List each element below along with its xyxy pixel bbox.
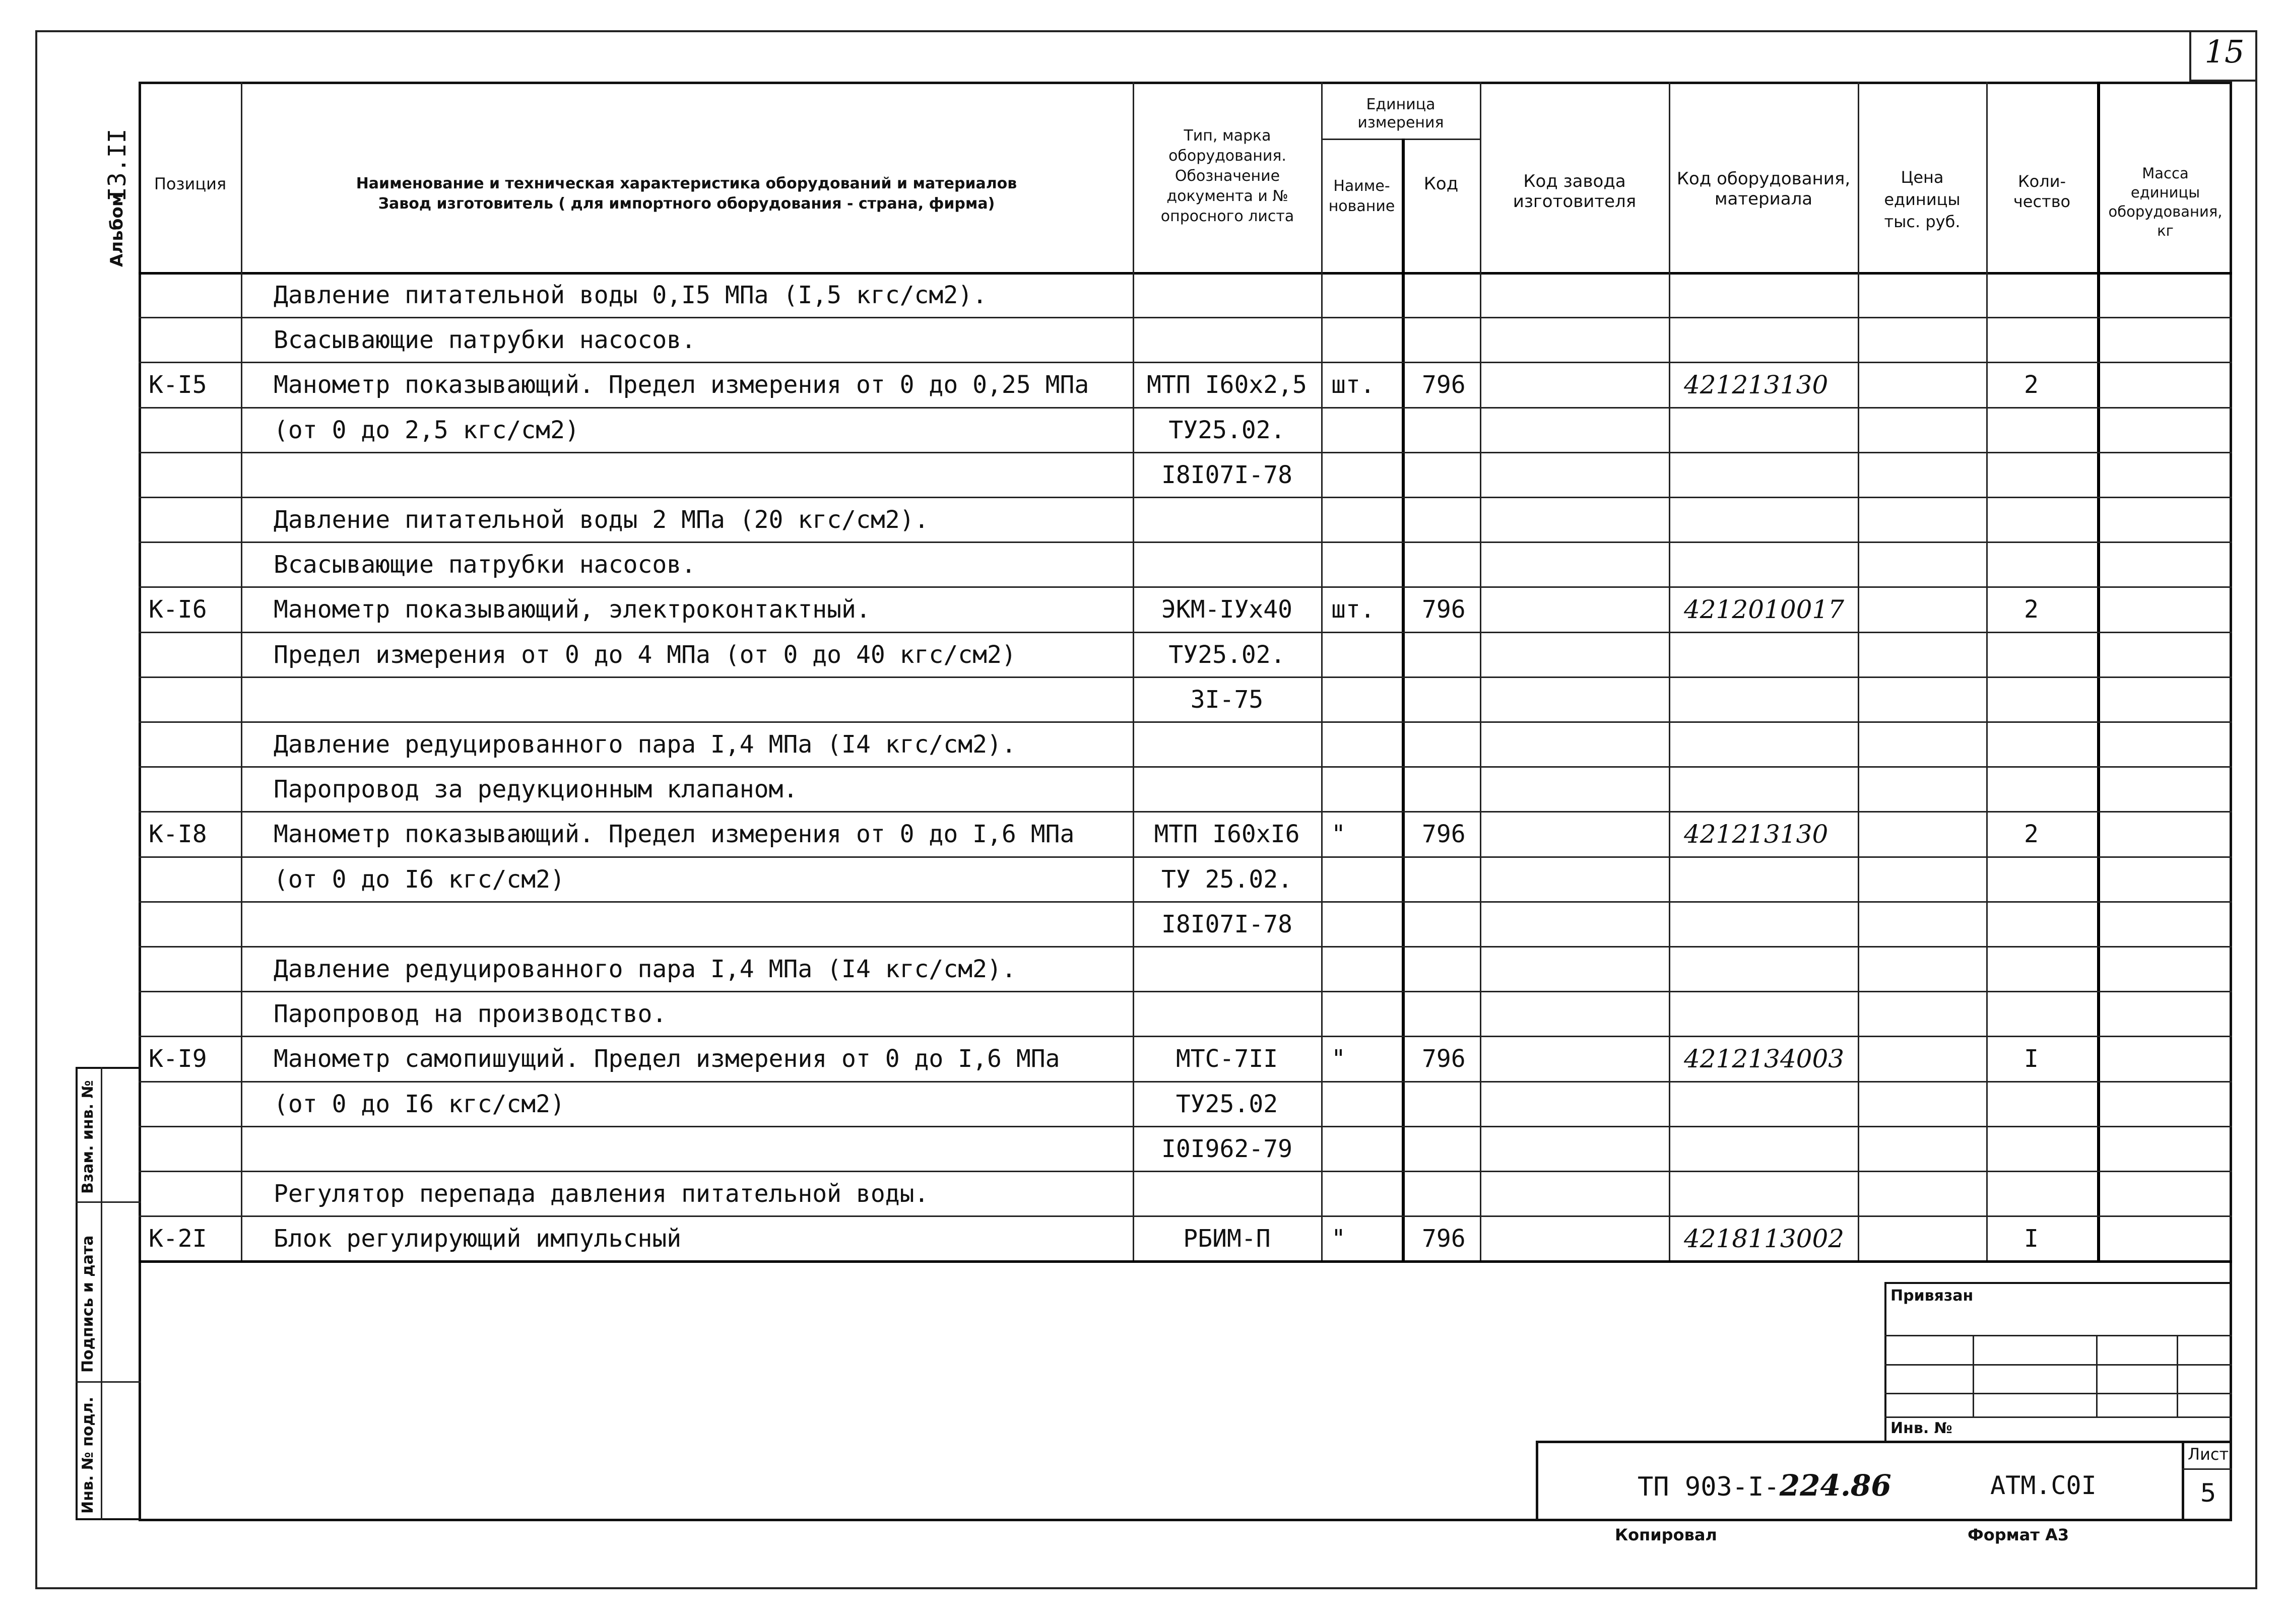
row-unit: шт. [1331,595,1375,624]
row-name: Всасывающие патрубки насосов. [274,551,696,579]
row-equipment-code: 4212134003 [1684,1044,1845,1074]
row-position: К-I5 [149,371,207,399]
row-line [139,497,2232,498]
row-name: (от 0 до I6 кгс/см2) [274,865,565,894]
row-type: ЭКМ-IУx40 [1161,595,1293,624]
document-prefix: ТП 903-I- [1638,1472,1780,1502]
inv-no-label: Инв. № [1890,1419,1952,1437]
row-unit-code: 796 [1422,371,1466,399]
row-name: Блок регулирующий импульсный [274,1225,682,1253]
side-stamp-podpis: Подпись и дата [79,1235,97,1373]
title-block-line [1884,1335,2232,1336]
header-quantity [1988,171,2096,212]
column-line [1480,82,1481,1260]
side-stamp-sep [76,1381,141,1383]
row-line [139,856,2232,858]
row-unit: шт. [1331,371,1375,399]
album-number: I3.II [103,128,132,201]
header-position: Позиция [154,174,227,193]
header-price-line: Цена [1901,168,1944,187]
row-line [139,632,2232,633]
row-name: Регулятор перепада давления питательной воды. [274,1180,929,1208]
document-number [1638,1468,1891,1503]
album-label: Альбом [107,192,127,267]
row-unit: " [1331,1225,1346,1253]
row-type: МТП I60xI6 [1154,820,1300,849]
header-quantity-line2: чество [2013,192,2071,211]
header-equipment-code-line1: Код оборудования, [1676,169,1851,189]
row-name: Манометр показывающий, электроконтактный. [274,595,871,624]
row-line [139,676,2232,678]
row-line [139,407,2232,409]
header-type [1134,126,1321,227]
side-stamp-vzam: Взам. инв. № [79,1080,97,1194]
format-label: Формат А3 [1968,1525,2069,1544]
title-block-col [2096,1335,2098,1416]
row-unit: " [1331,820,1346,849]
row-equipment-code: 4218113002 [1684,1224,1845,1254]
header-name-line2: Завод изготовитель ( для импортного оборудования - страна, фирма) [378,195,995,213]
header-equipment-code [1670,169,1857,209]
header-bottom-line [139,272,2232,275]
row-equipment-code: 421213130 [1684,820,1829,849]
title-block-line [1884,1364,2232,1366]
row-type: РБИМ-П [1183,1225,1271,1253]
column-line [2097,82,2100,1260]
side-stamp-divider [101,1067,102,1520]
column-line [1402,139,1405,1260]
document-code: АТМ.С0I [1990,1471,2097,1500]
privyazan-label: Привязан [1890,1287,1974,1305]
row-line [139,766,2232,768]
row-line [139,1036,2232,1037]
header-unit-name-line2: нование [1328,197,1395,215]
row-line [139,811,2232,813]
row-name: Предел измерения от 0 до 4 МПа (от 0 до 40 кгс/см2) [274,640,1016,669]
header-unit-group [1323,96,1479,132]
header-unit-name-line1: Наиме- [1333,177,1390,195]
header-mass-line: кг [2157,222,2174,239]
row-line [139,452,2232,453]
row-name: Манометр показывающий. Предел измерения от 0 до 0,25 МПа [274,371,1089,399]
row-position: К-I8 [149,820,207,849]
column-line [1986,82,1988,1260]
title-block-col [2177,1335,2178,1416]
row-name: (от 0 до I6 кгс/см2) [274,1090,565,1118]
row-line [139,542,2232,543]
row-type: ТУ 25.02. [1161,865,1293,894]
row-unit-code: 796 [1422,1045,1466,1073]
row-line [139,1126,2232,1127]
row-equipment-code: 421213130 [1684,370,1829,400]
row-name: Манометр самопишущий. Предел измерения от 0 до I,6 МПа [274,1045,1060,1073]
row-line [139,1081,2232,1082]
row-type: МТС-7II [1176,1045,1278,1073]
row-equipment-code: 4212010017 [1684,595,1845,625]
row-name: Давление питательной воды 0,I5 МПа (I,5 кгс/см2). [274,281,988,309]
header-type-line: документа и № [1166,187,1288,205]
title-block-line [1884,1393,2232,1394]
document-number-value: 224.86 [1779,1468,1891,1503]
row-type: I8I07I-78 [1161,910,1293,938]
side-stamp-inv-podl: Инв. № подл. [79,1396,97,1514]
row-line [139,1260,2232,1263]
header-price [1859,166,1985,233]
header-quantity-line1: Коли- [2017,172,2066,191]
header-type-line: оборудования. [1168,147,1286,165]
row-name: Паропровод за редукционным клапаном. [274,775,798,804]
header-factory-code [1481,171,1668,212]
header-equipment-code-line2: материала [1714,189,1813,209]
row-name: Давление редуцированного пара I,4 МПа (I4 кгс/см2). [274,955,1016,983]
row-line [139,362,2232,363]
row-position: К-I6 [149,595,207,624]
sheet-label: Лист [2188,1445,2229,1464]
row-quantity: I [2024,1225,2039,1253]
copied-label: Копировал [1615,1525,1717,1544]
sheet-number: 5 [2200,1478,2216,1508]
header-name-line1: Наименование и техническая характеристика оборудований и материалов [356,175,1017,192]
row-line [139,586,2232,588]
row-line [139,721,2232,723]
row-unit: " [1331,1045,1346,1073]
row-position: К-I9 [149,1045,207,1073]
column-line [1669,82,1670,1260]
header-type-line: Обозначение [1174,167,1280,185]
row-type: ТУ25.02. [1168,416,1285,444]
header-mass-line: оборудования, [2108,203,2223,220]
row-line [139,1215,2232,1217]
header-type-line: Тип, марка [1184,127,1271,145]
header-mass-line: Масса [2142,165,2189,182]
column-line [241,82,242,1260]
row-name: (от 0 до 2,5 кгс/см2) [274,416,579,444]
title-block-line [1884,1416,2232,1418]
row-name: Всасывающие патрубки насосов. [274,326,696,355]
header-unit-name [1323,176,1401,217]
row-type: I8I07I-78 [1161,460,1293,489]
row-quantity: 2 [2024,595,2039,624]
row-unit-code: 796 [1422,595,1466,624]
row-type: МТП I60x2,5 [1147,371,1307,399]
header-factory-code-line1: Код завода [1523,171,1626,191]
header-price-line: единицы [1884,190,1961,209]
header-price-line: тыс. руб. [1884,212,1961,231]
unit-group-line [1321,139,1480,140]
header-unit-group-line2: измерения [1357,114,1444,131]
row-name: Паропровод на производство. [274,1000,667,1029]
row-quantity: 2 [2024,820,2039,849]
header-mass-line: единицы [2130,184,2200,201]
row-line [139,901,2232,903]
row-name: Манометр показывающий. Предел измерения от 0 до I,6 МПа [274,820,1075,849]
header-mass [2099,164,2232,240]
row-position: К-2I [149,1225,207,1253]
row-quantity: I [2024,1045,2039,1073]
side-stamp-sep [76,1201,141,1203]
title-block-col [1973,1335,1974,1416]
row-type: ТУ25.02. [1168,640,1285,669]
column-line [1321,82,1323,1260]
header-factory-code-line2: изготовителя [1513,191,1637,212]
row-quantity: 2 [2024,371,2039,399]
sheet-row-divider [2182,1468,2232,1470]
row-type: 3I-75 [1190,685,1264,714]
column-line [1133,82,1134,1260]
row-type: ТУ25.02 [1176,1090,1278,1118]
corner-sheet-number: 15 [2204,33,2245,70]
row-line [139,1171,2232,1172]
row-unit-code: 796 [1422,820,1466,849]
row-name: Давление питательной воды 2 МПа (20 кгс/см2). [274,506,929,534]
row-line [139,991,2232,992]
row-type: I0I962-79 [1161,1134,1293,1163]
row-name: Давление редуцированного пара I,4 МПа (I4 кгс/см2). [274,730,1016,759]
header-unit-code: Код [1423,174,1459,194]
header-type-line: опросного листа [1160,208,1294,225]
column-line [1858,82,1859,1260]
row-line [139,946,2232,948]
row-line [139,317,2232,318]
header-unit-group-line1: Единица [1366,96,1435,113]
row-unit-code: 796 [1422,1225,1466,1253]
